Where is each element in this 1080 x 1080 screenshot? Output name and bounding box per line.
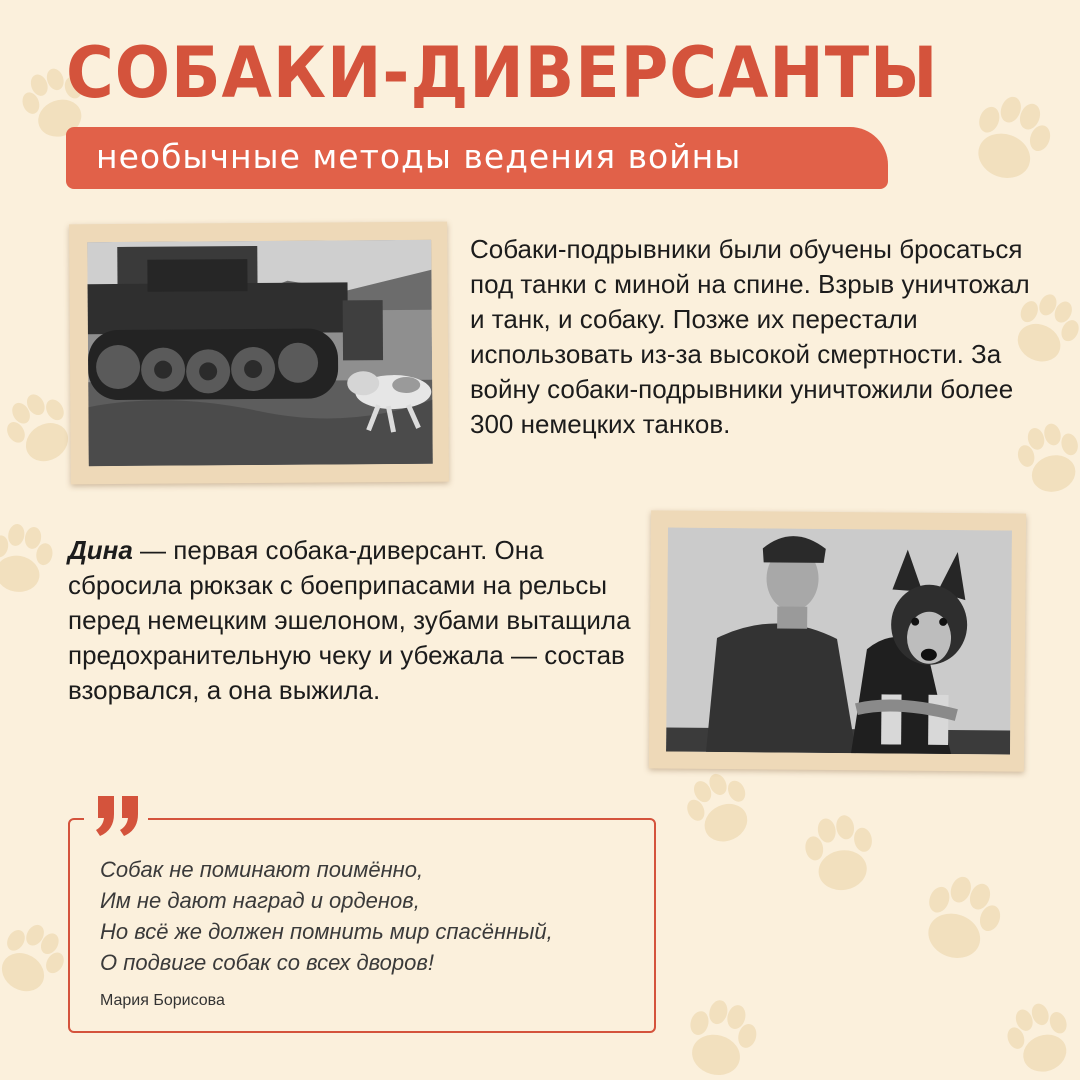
paw-print-icon <box>678 765 762 852</box>
paw-print-icon <box>913 868 1009 969</box>
dina-text: — первая собака-диверсант. Она сбросила рюкзак с боеприпасами на рельсы перед немецким эшелоном, зубами вытащила предохранительную чеку и убежала — состав взорвался, а она выжила. <box>68 535 631 705</box>
page-title: СОБАКИ-ДИВЕРСАНТЫ <box>66 32 939 114</box>
dina-description <box>68 533 638 708</box>
photo-tank-dog <box>69 222 449 485</box>
poem-line: О подвиге собак со всех дворов! <box>100 950 434 975</box>
soldier-dog-photo-image <box>666 528 1012 755</box>
quote-mark-icon <box>84 786 148 840</box>
paw-print-icon <box>801 811 880 895</box>
page-subtitle: необычные методы ведения войны <box>96 137 742 176</box>
photo-soldier-dog <box>649 510 1026 771</box>
tank-dog-photo-image <box>87 240 433 466</box>
paw-print-icon <box>0 915 74 1004</box>
quote-author: Мария Борисова <box>100 992 225 1009</box>
tank-dogs-description: Собаки-подрывники были обучены бросаться под танки с миной на спине. Взрыв уничтожал и танк, и собаку. Позже их перестали использовать из-за высокой смертности. За войну собаки-подрывники уничтожили более 300 немецких танков. <box>470 234 1030 439</box>
paw-print-icon <box>679 994 763 1080</box>
subtitle-banner <box>66 127 888 189</box>
poem <box>100 854 553 978</box>
poem-line: Но всё же должен помнить мир спасённый, <box>100 919 553 944</box>
paw-print-icon <box>1000 997 1080 1080</box>
poem-line: Им не дают наград и орденов, <box>100 888 420 913</box>
paw-print-icon <box>963 88 1059 189</box>
poem-line: Собак не поминают поимённо, <box>100 857 424 882</box>
paw-print-icon <box>0 520 57 597</box>
dina-name: Дина <box>68 535 133 565</box>
quote-box <box>68 818 656 1033</box>
